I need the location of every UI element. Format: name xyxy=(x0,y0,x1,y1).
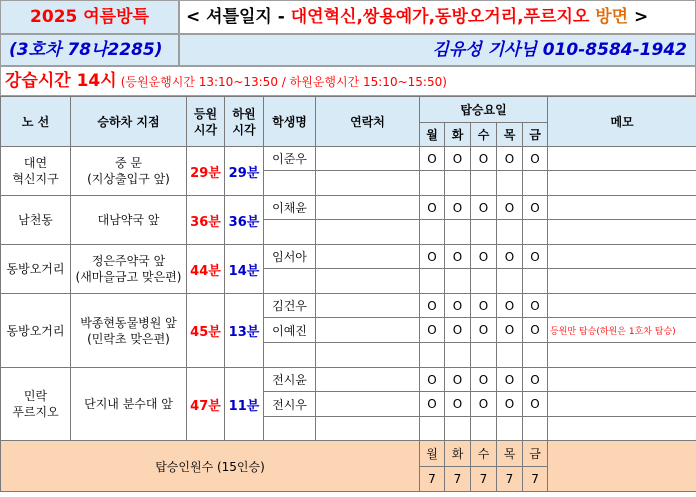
day-tue: O xyxy=(445,318,471,343)
arrive-time: 45분 xyxy=(187,294,225,368)
memo-cell xyxy=(548,392,696,417)
route-line-1: 동방오거리 xyxy=(6,323,65,338)
route-cell xyxy=(1,245,71,294)
col-day-tue: 화 xyxy=(445,123,471,147)
student-name: 이준우 xyxy=(264,147,316,171)
day-wed xyxy=(471,269,497,294)
stop-line-2: (민락초 맞은편) xyxy=(87,331,170,346)
footer-count-fri: 7 xyxy=(523,467,548,492)
contact-cell xyxy=(316,294,420,318)
log-title-suffix: 방면 xyxy=(589,7,629,27)
footer-day-thu: 목 xyxy=(497,441,523,467)
stop-line-2: (지상출입구 앞) xyxy=(87,172,170,186)
footer-count-mon: 7 xyxy=(420,467,445,492)
memo-cell xyxy=(548,245,696,269)
day-fri xyxy=(523,417,548,441)
student-name: 김건우 xyxy=(264,294,316,318)
day-mon xyxy=(420,171,445,196)
day-tue: O xyxy=(445,196,471,220)
col-day-thu: 목 xyxy=(497,123,523,147)
route-line-2: 혁신지구 xyxy=(12,172,59,186)
stop-line-1: 중 문 xyxy=(115,156,142,170)
col-day-mon: 월 xyxy=(420,123,445,147)
route-line-1: 남천동 xyxy=(18,213,53,227)
day-wed: O xyxy=(471,368,497,392)
col-memo: 메모 xyxy=(548,97,696,147)
contact-cell xyxy=(316,220,420,245)
contact-cell xyxy=(316,245,420,269)
day-mon: O xyxy=(420,196,445,220)
day-fri xyxy=(523,171,548,196)
day-thu xyxy=(497,269,523,294)
stop-line-1: 대남약국 앞 xyxy=(97,213,160,227)
stop-line-2: (새마을금고 맞은편) xyxy=(75,270,182,284)
footer-row xyxy=(1,441,696,467)
stop-line-1: 정은주약국 앞 xyxy=(91,254,166,268)
day-wed: O xyxy=(471,245,497,269)
table-row xyxy=(1,196,696,220)
memo-cell xyxy=(548,196,696,220)
col-arrive-1: 등원 xyxy=(193,106,218,121)
col-student: 학생명 xyxy=(264,97,316,147)
depart-time: 11분 xyxy=(225,368,264,441)
driver-info: 김유성 기사님 010-8584-1942 xyxy=(179,34,696,66)
route-line-2: 푸르지오 xyxy=(12,405,59,419)
route-line-1: 대연 xyxy=(23,156,48,170)
route-line-1: 동방오거리 xyxy=(6,262,65,276)
contact-cell xyxy=(316,147,420,171)
student-name: 이예진 xyxy=(264,318,316,343)
day-thu: O xyxy=(497,318,523,343)
day-thu: O xyxy=(497,392,523,417)
route-cell xyxy=(1,196,71,245)
day-wed: O xyxy=(471,147,497,171)
footer-day-tue: 화 xyxy=(445,441,471,467)
contact-cell xyxy=(316,269,420,294)
route-cell xyxy=(1,147,71,196)
stop-line-1: 단지내 분수대 앞 xyxy=(84,397,173,411)
route-line-1: 민락 xyxy=(23,389,48,403)
arrive-time: 47분 xyxy=(187,368,225,441)
day-tue: O xyxy=(445,245,471,269)
day-fri: O xyxy=(523,392,548,417)
memo-cell xyxy=(548,368,696,392)
footer-count-tue: 7 xyxy=(445,467,471,492)
stop-cell xyxy=(71,147,187,196)
day-thu: O xyxy=(497,147,523,171)
footer-day-wed: 수 xyxy=(471,441,497,467)
student-name: 이채윤 xyxy=(264,196,316,220)
day-tue: O xyxy=(445,392,471,417)
day-thu: O xyxy=(497,294,523,318)
contact-cell xyxy=(316,417,420,441)
footer-day-fri: 금 xyxy=(523,441,548,467)
student-name xyxy=(264,220,316,245)
day-fri: O xyxy=(523,147,548,171)
day-mon xyxy=(420,417,445,441)
memo-cell: 등원만 탑승(하원은 1호차 탑승) xyxy=(548,318,696,343)
footer-memo xyxy=(548,441,696,492)
day-thu xyxy=(497,171,523,196)
contact-cell xyxy=(316,392,420,417)
day-tue: O xyxy=(445,147,471,171)
day-wed xyxy=(471,417,497,441)
route-cell xyxy=(1,368,71,441)
day-thu xyxy=(497,417,523,441)
day-fri: O xyxy=(523,196,548,220)
contact-cell xyxy=(316,171,420,196)
day-tue xyxy=(445,417,471,441)
col-days-group: 탑승요일 xyxy=(420,97,548,123)
day-fri: O xyxy=(523,245,548,269)
day-tue: O xyxy=(445,294,471,318)
stop-cell xyxy=(71,245,187,294)
day-tue xyxy=(445,220,471,245)
memo-cell xyxy=(548,171,696,196)
shuttle-table xyxy=(0,96,696,492)
depart-time: 14분 xyxy=(225,245,264,294)
footer-count-wed: 7 xyxy=(471,467,497,492)
day-thu xyxy=(497,220,523,245)
day-thu: O xyxy=(497,196,523,220)
memo-cell xyxy=(548,220,696,245)
arrive-time: 36분 xyxy=(187,196,225,245)
col-depart-1: 하원 xyxy=(232,106,256,121)
col-arrive xyxy=(187,97,225,147)
class-time-row xyxy=(0,66,696,96)
arrive-time: 44분 xyxy=(187,245,225,294)
table-row xyxy=(1,294,696,318)
route-cell xyxy=(1,294,71,368)
day-fri: O xyxy=(523,368,548,392)
day-mon xyxy=(420,269,445,294)
day-wed: O xyxy=(471,196,497,220)
day-mon: O xyxy=(420,368,445,392)
memo-cell xyxy=(548,294,696,318)
memo-cell xyxy=(548,147,696,171)
col-route: 노 선 xyxy=(1,97,71,147)
day-mon xyxy=(420,343,445,368)
log-title-end: > xyxy=(628,7,649,27)
footer-count-thu: 7 xyxy=(497,467,523,492)
contact-cell xyxy=(316,196,420,220)
day-tue xyxy=(445,171,471,196)
col-arrive-2: 시각 xyxy=(193,122,218,137)
student-name xyxy=(264,343,316,368)
day-thu: O xyxy=(497,245,523,269)
arrive-time: 29분 xyxy=(187,147,225,196)
memo-cell xyxy=(548,417,696,441)
depart-time: 36분 xyxy=(225,196,264,245)
depart-time: 29분 xyxy=(225,147,264,196)
col-contact: 연락처 xyxy=(316,97,420,147)
day-fri xyxy=(523,220,548,245)
day-wed: O xyxy=(471,294,497,318)
contact-cell xyxy=(316,318,420,343)
day-mon: O xyxy=(420,294,445,318)
stop-line-1: 박종현동물병원 앞 xyxy=(80,315,177,330)
day-tue xyxy=(445,343,471,368)
col-stop: 승하차 지점 xyxy=(71,97,187,147)
class-time: 강습시간 14시 xyxy=(5,71,117,91)
student-name: 전시윤 xyxy=(264,368,316,392)
col-day-wed: 수 xyxy=(471,123,497,147)
table-row xyxy=(1,147,696,171)
day-fri: O xyxy=(523,318,548,343)
footer-day-mon: 월 xyxy=(420,441,445,467)
col-depart-2: 시각 xyxy=(232,122,256,137)
memo-cell xyxy=(548,343,696,368)
day-mon: O xyxy=(420,147,445,171)
schedule-text: (등원운행시간 13:10~13:50 / 하원운행시간 15:10~15:50) xyxy=(120,75,447,89)
table-row xyxy=(1,245,696,269)
day-fri xyxy=(523,343,548,368)
stop-cell xyxy=(71,294,187,368)
day-wed xyxy=(471,171,497,196)
day-wed xyxy=(471,220,497,245)
day-wed: O xyxy=(471,392,497,417)
day-wed xyxy=(471,343,497,368)
col-day-fri: 금 xyxy=(523,123,548,147)
table-row xyxy=(1,368,696,392)
stop-cell xyxy=(71,368,187,441)
day-thu xyxy=(497,343,523,368)
day-fri: O xyxy=(523,294,548,318)
stop-cell xyxy=(71,196,187,245)
student-name xyxy=(264,417,316,441)
day-mon xyxy=(420,220,445,245)
day-mon: O xyxy=(420,392,445,417)
log-title-prefix: < 셔틀일지 - xyxy=(186,7,291,27)
day-wed: O xyxy=(471,318,497,343)
student-name: 임서아 xyxy=(264,245,316,269)
day-mon: O xyxy=(420,318,445,343)
log-title xyxy=(179,0,696,34)
contact-cell xyxy=(316,368,420,392)
log-title-areas: 대연혁신,쌍용예가,동방오거리,푸르지오 xyxy=(290,7,590,27)
footer-label: 탑승인원수 (15인승) xyxy=(1,441,420,492)
col-depart xyxy=(225,97,264,147)
day-tue xyxy=(445,269,471,294)
contact-cell xyxy=(316,343,420,368)
day-thu: O xyxy=(497,368,523,392)
student-name xyxy=(264,269,316,294)
day-tue: O xyxy=(445,368,471,392)
memo-cell xyxy=(548,269,696,294)
student-name: 전시우 xyxy=(264,392,316,417)
route-title: 2025 여름방특 xyxy=(0,0,179,34)
day-mon: O xyxy=(420,245,445,269)
vehicle-info: (3호차 78나2285) xyxy=(0,34,179,66)
student-name xyxy=(264,171,316,196)
depart-time: 13분 xyxy=(225,294,264,368)
day-fri xyxy=(523,269,548,294)
